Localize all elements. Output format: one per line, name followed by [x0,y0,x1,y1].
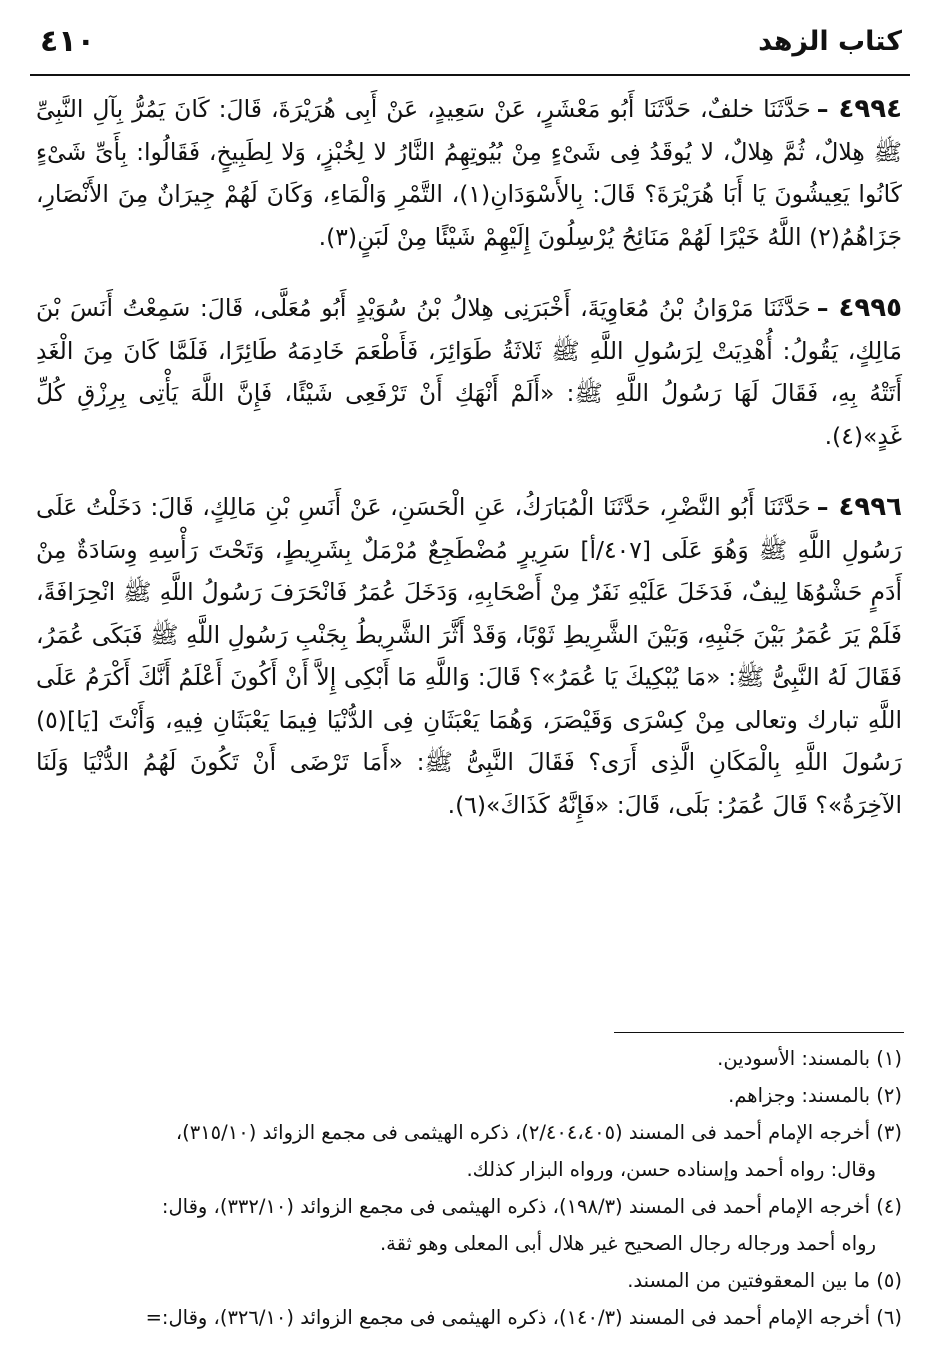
hadith-4994 [36,88,902,258]
footnote-1 [36,1040,902,1077]
book-page [30,22,910,1342]
footnote-line: (٣) أخرجه الإمام أحمد فى المسند (٢/٤٠٤،٤٠٥)، ذكره الهيثمى فى مجمع الزوائد (٣١٥/١٠)، [175,1121,902,1144]
hadith-text: حَدَّثَنَا خلفٌ، حَدَّثَنَا أَبُو مَعْشَرٍ، عَنْ سَعِيدٍ، عَنْ أَبِى هُرَيْرَةَ، قَالَ: كَانَ يَمُرُّ بِآلِ النَّبِىِّ ﷺ هِلالٌ، ثُمَّ هِلالٌ، لا يُوقَدُ فِى شَىْءٍ مِنْ بُيُوتِهِمُ النَّارُ لا لِخُبْزٍ، وَلا لِطَبِيخٍ، فَقَالُوا: بِأَىِّ شَىْءٍ كَانُوا يَعِيشُونَ يَا أَبَا هُرَيْرَةَ؟ قَالَ: بِالأَسْوَدَانِ(١)، التَّمْرِ وَالْمَاءِ، وَكَانَ لَهُمْ جِيرَانٌ مِنَ الأَنْصَارِ، جَزَاهُمُ(٢) اللَّهُ خَيْرًا لَهُمْ مَنَائِحُ يُرْسِلُونَ إِلَيْهِمْ شَيْئًا مِنْ لَبَنٍ(٣). [36,95,902,251]
footnote-continuation: رواه أحمد ورجاله رجال الصحيح غير هلال أبى المعلى وهو ثقة. [379,1232,876,1255]
hadith-body [36,88,902,855]
footnote-line: (٢) بالمسند: وجزاهم. [728,1084,902,1107]
hadith-number: ٤٩٩٥ [838,293,902,323]
footnote-line: (٥) ما بين المعقوفتين من المسند. [627,1269,902,1292]
hadith-dash: – [816,493,829,521]
footnote-2 [36,1077,902,1114]
footnote-line: (١) بالمسند: الأسودين. [717,1047,902,1070]
hadith-4996 [36,486,902,826]
page-header [30,22,910,70]
hadith-dash: – [816,294,829,322]
hadith-dash: – [816,95,829,123]
hadith-4995 [36,287,902,457]
footnote-3 [36,1114,902,1188]
footnotes [36,1040,902,1336]
hadith-text: حَدَّثَنَا مَرْوَانُ بْنُ مُعَاوِيَةَ، أَخْبَرَنِى هِلالُ بْنُ سُوَيْدٍ أَبُو مُعَلَّى، قَالَ: سَمِعْتُ أَنَسَ بْنَ مَالِكٍ، يَقُولُ: أُهْدِيَتْ لِرَسُولِ اللَّهِ ﷺ ثَلاثَةُ طَوَائِرَ، فَأَطْعَمَ خَادِمَهُ طَائِرًا، فَلَمَّا كَانَ مِنَ الْغَدِ أَتَتْهُ بِهِ، فَقَالَ لَهَا رَسُولُ اللَّهِ ﷺ: «أَلَمْ أَنْهَكِ أَنْ تَرْفَعِى شَيْئًا، فَإِنَّ اللَّهَ يَأْتِى بِرِزْقِ كُلِّ غَدٍ»(٤). [36,294,902,450]
footnote-separator [614,1032,904,1033]
header-rule [30,74,910,76]
footnote-6 [36,1299,902,1336]
hadith-text: حَدَّثَنَا أَبُو النَّضْرِ، حَدَّثَنَا الْمُبَارَكُ، عَنِ الْحَسَنِ، عَنْ أَنَسِ بْنِ مَالِكٍ، قَالَ: دَخَلْتُ عَلَى رَسُولِ اللَّهِ ﷺ وَهُوَ عَلَى [٤٠٧/أ] سَرِيرٍ مُضْطَجِعٌ مُرْمَلٌ بِشَرِيطٍ، وَتَحْتَ رَأْسِهِ وِسَادَةٌ مِنْ أَدَمٍ حَشْوُهَا لِيفٌ، فَدَخَلَ عَلَيْهِ نَفَرٌ مِنْ أَصْحَابِهِ، وَدَخَلَ عُمَرُ فَانْحَرَفَ رَسُولُ اللَّهِ ﷺ انْحِرَافَةً، فَلَمْ يَرَ عُمَرُ بَيْنَ جَنْبِهِ، وَبَيْنَ الشَّرِيطِ ثَوْبًا، وَقَدْ أَثَّرَ الشَّرِيطُ بِجَنْبِ رَسُولِ اللَّهِ ﷺ فَبَكَى عُمَرُ، فَقَالَ لَهُ النَّبِىُّ ﷺ: «مَا يُبْكِيكَ يَا عُمَرُ»؟ قَالَ: وَاللَّهِ مَا أَبْكِى إِلاَّ أَنْ أَكُونَ أَعْلَمُ أَنَّكَ أَكْرَمُ عَلَى اللَّهِ تبارك وتعالى مِنْ كِسْرَى وَقَيْصَرَ، وَهُمَا يَعْبَثَانِ فِى الدُّنْيَا فِيمَا يَعْبَثَانِ فِيهِ، وَأَنْتَ [يَا](٥) رَسُولَ اللَّهِ بِالْمَكَانِ الَّذِى أَرَى؟ فَقَالَ النَّبِىُّ ﷺ: «أَمَا تَرْضَى أَنْ تَكُونَ لَهُمُ الدُّنْيَا وَلَنَا الآخِرَةُ»؟ قَالَ عُمَرُ: بَلَى، قَالَ: «فَإِنَّهُ كَذَاكَ»(٦). [36,493,903,819]
footnote-5 [36,1262,902,1299]
running-title: كتاب الزهد [758,26,902,57]
footnote-4 [36,1188,902,1262]
hadith-number: ٤٩٩٤ [838,94,902,124]
footnote-line: (٦) أخرجه الإمام أحمد فى المسند (١٤٠/٣)، ذكره الهيثمى فى مجمع الزوائد (٣٢٦/١٠)، وقال:= [145,1306,902,1329]
hadith-number: ٤٩٩٦ [838,492,902,522]
page-number: ٤١٠ [40,24,95,59]
footnote-continuation: وقال: رواه أحمد وإسناده حسن، ورواه البزار كذلك. [466,1158,876,1181]
footnote-line: (٤) أخرجه الإمام أحمد فى المسند (١٩٨/٣)، ذكره الهيثمى فى مجمع الزوائد (٣٣٢/١٠)، وقال: [161,1195,902,1218]
